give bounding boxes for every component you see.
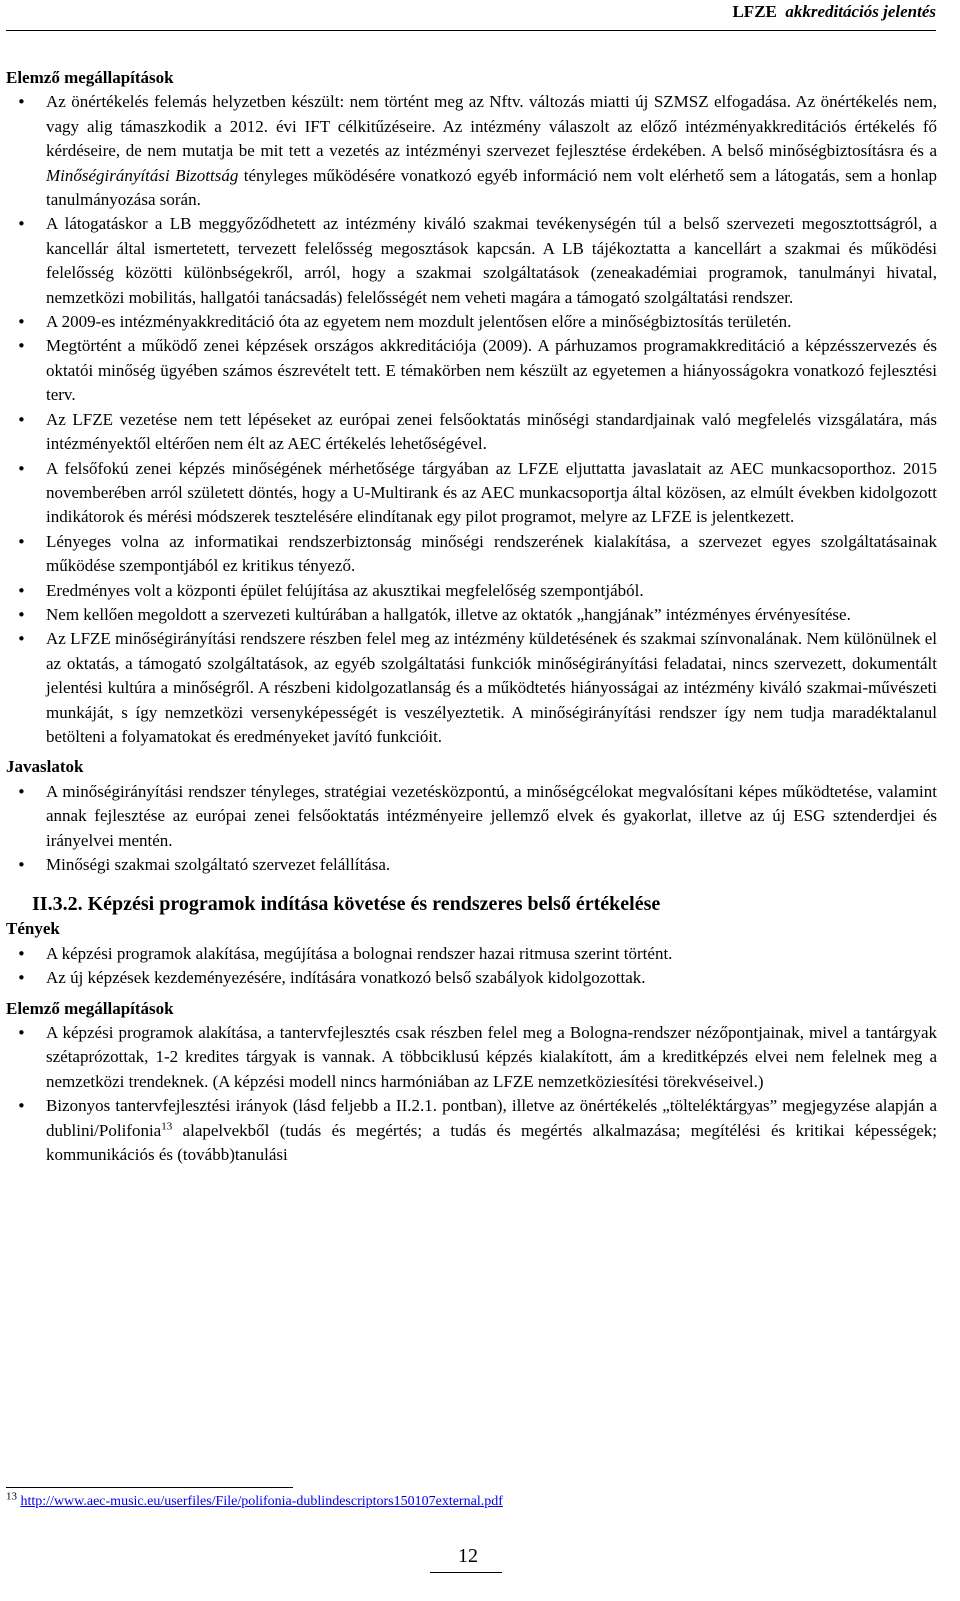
list-item: • Lényeges volna az informatikai rendszerbiztonság minőségi rendszerének kialakítása, a szervezet egyes szolgáltatásainak működése szempontjából ez kritikus tényező. [46, 530, 937, 579]
document-body [6, 66, 937, 1167]
page-number: 12 [458, 1545, 478, 1567]
footnote [6, 1492, 503, 1512]
section-heading-findings-2: Elemző megállapítások [6, 998, 174, 1018]
list-item: • Nem kellően megoldott a szervezeti kultúrában a hallgatók, illetve az oktatók „hangjának” intézményes érvényesítése. [46, 603, 937, 627]
list-item: • Eredményes volt a központi épület felújítása az akusztikai megfelelőség szempontjából. [46, 579, 937, 603]
header-report-title: akkreditációs jelentés [785, 2, 936, 21]
list-item: • A látogatáskor a LB meggyőződhetett az intézmény kiváló szakmai tevékenységén túl a belső szervezeti megosztottságról, a kancellár által ismertetett, tervezett felelősség megosztások kapcsán. A LB tájékoztatta a kancellárt a szakmai és működési felelősség közötti különbségekről, arról, hogy a szakmai szolgáltatások (zeneakadémiai programok, tanulmányi hivatal, nemzetközi mobilitás, hallgatói tanácsadás) felelősségét nem veheti magára a támogató szolgáltatási rendszer. [46, 212, 937, 310]
list-item: • Az LFZE minőségirányítási rendszere részben felel meg az intézmény küldetésének és szakmai színvonalának. Nem különülnek el az oktatás, a támogató szolgáltatások, az egyéb szolgáltatási funkciók minőségirányítási feladatai, nincs szervezett, dokumentált jelentési kultúra a minőségről. A részbeni kidolgozatlanság és a működtetés hiányosságai az intézmény kiváló szakmai-művészeti munkáját, s így nemzetközi versenyképességét is veszélyeztetik. A minőségirányítási rendszer így nem tudja maradéktalanul betölteni a folyamatokat és eredményeket javító funkcióit. [46, 627, 937, 749]
list-item: • A minőségirányítási rendszer tényleges, stratégiai vezetésközpontú, a minőségcélokat megvalósítani képes működtetése, valamint annak fejlesztése az európai zenei felsőoktatás intézményeire jellemző elvek és gyakorlat, illetve az új ESG sztenderdjei és irányelvei mentén. [46, 780, 937, 853]
header-rule [6, 30, 936, 31]
footnote-link[interactable]: http://www.aec-music.eu/userfiles/File/polifonia-dublindescriptors150107external.pdf [20, 1494, 503, 1509]
list-item: • A képzési programok alakítása, megújítása a bolognai rendszer hazai ritmusa szerint történt. [46, 942, 937, 966]
section-heading-recommendations: Javaslatok [6, 757, 84, 777]
footnote-reference[interactable]: 13 [161, 1120, 173, 1132]
findings-list-2 [6, 1021, 937, 1167]
page-header [0, 0, 936, 34]
footnote-rule [6, 1487, 293, 1488]
list-item: • A 2009-es intézményakkreditáció óta az egyetem nem mozdult jelentősen előre a minőségbiztosítás területén. [46, 310, 937, 334]
section-heading-findings: Elemző megállapítások [6, 68, 174, 87]
list-item: • Az új képzések kezdeményezésére, indítására vonatkozó belső szabályok kidolgozottak. [46, 966, 937, 990]
list-item: • Az LFZE vezetése nem tett lépéseket az európai zenei felsőoktatás minőségi standardjainak való megfelelés vizsgálatára, más intézményektől eltérően nem élt az AEC értékelés lehetőségével. [46, 408, 937, 457]
recommendations-list [6, 780, 937, 878]
list-item: • Minőségi szakmai szolgáltató szervezet felállítása. [46, 853, 937, 877]
list-item: • A képzési programok alakítása, a tantervfejlesztés csak részben felel meg a Bologna-rendszer nézőpontjainak, mivel a tantárgyak szétaprózottak, 1-2 kredites tárgyak is vannak. A többciklusú képzés kialakított, ám a kreditképzés elvei nem felelnek meg a nemzetközi trendeknek. (A képzési modell nincs harmóniában az LFZE nemzetköziesítési törekvéseivel.) [46, 1021, 937, 1094]
list-item: • Az önértékelés felemás helyzetben készült: nem történt meg az Nftv. változás miatti új SZMSZ elfogadása. Az önértékelés nem, vagy alig támaszkodik a 2012. évi IFT célkitűzéseire. Az intézmény válaszolt az előző intézményakkreditációs értékelés fő kérdéseire, de nem mutatja be mit tett a vezetés az intézményi szervezet fejlesztése érdekében. A belső minőségbiztosításra és a Minőségirányítási Bizottság tényleges működésére vonatkozó egyéb információ nem volt elérhető sem a látogatás, sem a honlap tanulmányozása során. [46, 90, 937, 212]
list-item: • A felsőfokú zenei képzés minőségének mérhetősége tárgyában az LFZE eljuttatta javaslatait az AEC munkacsoporthoz. 2015 novemberében arról született döntés, hogy a U-Multirank és az AEC munkacsoportja által közösen, az elmúlt években kidolgozott indikátorok és mérési módszerek tesztelésére elindítanak egy pilot programot, melyre az LFZE is jelentkezett. [46, 457, 937, 530]
footnote-number: 13 [6, 1490, 17, 1503]
subsection-title: II.3.2. Képzési programok indítása követése és rendszeres belső értékelése [32, 893, 661, 916]
list-item: • Megtörtént a működő zenei képzések országos akkreditációja (2009). A párhuzamos programakkreditáció a képzésszervezés és oktatói minőség ügyében számos észrevételt tett. E témakörben nem készült az egyetemen a hiányosságokra vonatkozó fejlesztési terv. [46, 334, 937, 407]
findings-list [6, 90, 937, 749]
page-number-rule [430, 1572, 502, 1573]
facts-list [6, 942, 937, 991]
header-org: LFZE [732, 2, 777, 21]
section-heading-facts: Tények [6, 919, 60, 939]
list-item: • Bizonyos tantervfejlesztési irányok (lásd feljebb a II.2.1. pontban), illetve az önértékelés „tölteléktárgyas” megjegyzése alapján a dublini/Polifonia$^{13}$ alapelvekből (tudás és megértés; a tudás és megértés alkalmazása; megítélési és kritikai képességek; kommunikációs és (tovább)tanulási [46, 1094, 937, 1167]
